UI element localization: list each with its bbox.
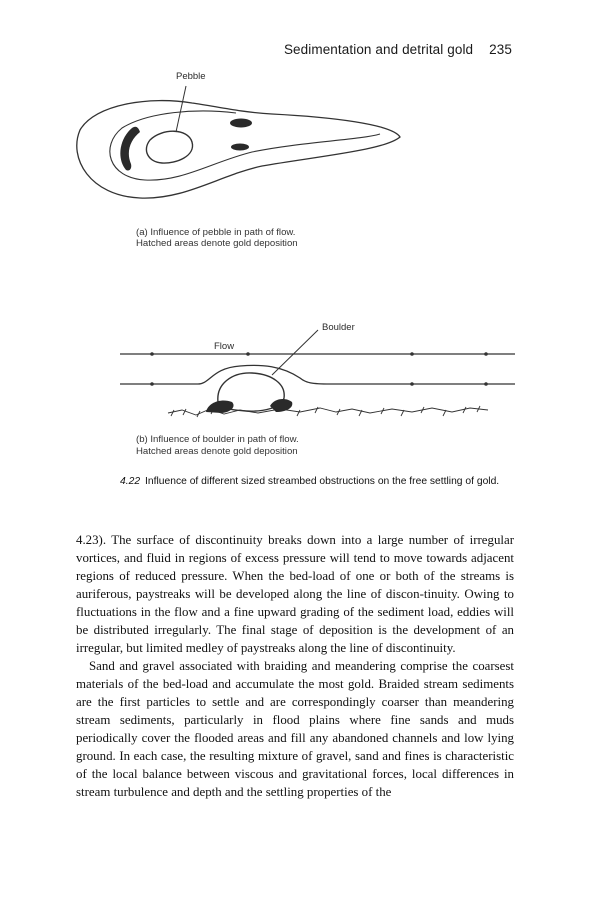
running-head-title: Sedimentation and detrital gold xyxy=(283,42,474,57)
body-text xyxy=(76,531,514,801)
paragraph-1: 4.23). The surface of discontinuity breaks down into a large number of irregular vortices, and fluid in regions of excess pressure will tend to move towards adjacent regions of reduced pressure. When the bed-load of one or both of the streams is auriferous, paystreaks will be developed along the line of discon-tinuity. Owing to fluctuations in the flow and a fine upward grading of the sediment load, eddies will be distributed irregularly. The final stage of deposition is the development of an irregular, but limited medley of paystreaks along the line of discontinuity. xyxy=(76,533,514,655)
figure-caption xyxy=(120,475,520,489)
paragraph-2: Sand and gravel associated with braiding and meandering comprise the coarsest materials of the bed-load and accumulate the most gold. Braided stream sediments are the first particles to settle and are correspondingly coarser than meandering stream sediments, particularly in flood plains where fine sands and muds periodically cover the flooded areas and fill any abandoned channels and low lying ground. In each case, the resulting mixture of gravel, sand and fines is characteristic of the local balance between viscous and gravitational forces, local differences in stream turbulence and depth and the settling properties of the xyxy=(76,659,514,799)
pebble-label: Pebble xyxy=(176,71,206,82)
gold-deposition-areas-a xyxy=(120,119,252,171)
figure-b-caption-line-1: (b) Influence of boulder in path of flow. xyxy=(136,434,299,445)
pebble-shape xyxy=(146,131,192,163)
page-number: 235 xyxy=(489,42,512,57)
boulder-pointer-line xyxy=(272,330,318,375)
deposit-lower xyxy=(231,144,249,151)
boulder-flow-diagram xyxy=(120,330,515,417)
figure-number: 4.22 xyxy=(120,476,141,487)
deposit-upstream xyxy=(206,400,234,413)
flow-direction-markers xyxy=(150,352,488,386)
figure-a-caption-line-1: (a) Influence of pebble in path of flow. xyxy=(136,227,296,238)
figure-caption-text: Influence of different sized streambed obstructions on the free settling of gold. xyxy=(145,476,500,487)
figure-b-caption-line-2: Hatched areas denote gold deposition xyxy=(136,446,298,457)
flow-line-bottom xyxy=(120,365,515,384)
boulder-label: Boulder xyxy=(322,322,355,333)
figure-a-caption-line-2: Hatched areas denote gold deposition xyxy=(136,238,298,249)
flow-label: Flow xyxy=(214,341,235,352)
pebble-pointer-line xyxy=(176,86,186,132)
deposit-crescent xyxy=(120,127,140,171)
deposit-upper xyxy=(230,119,252,128)
